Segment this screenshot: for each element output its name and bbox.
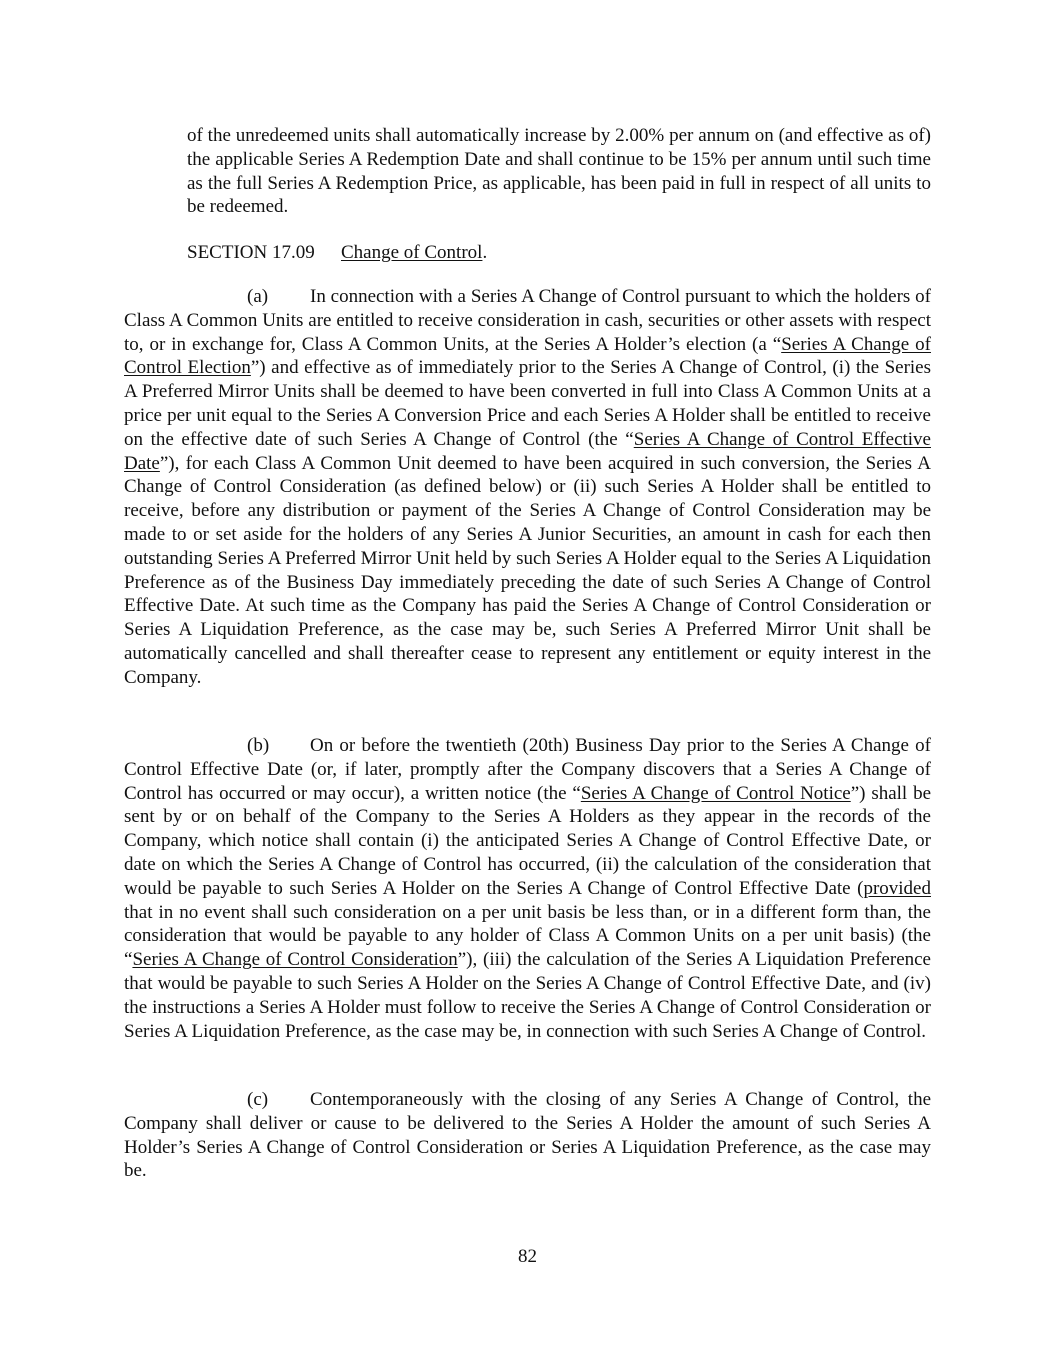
section-number: SECTION 17.09 [187, 242, 315, 263]
paragraph-b-text-1: On or before the twentieth (20th) Business Day prior to the Series A Change of Control Effective Date (or, if later, promptly after the Company discovers that a Series A Change of Control has occurred or may occur), a written notice (the “ [124, 735, 931, 804]
defined-term-change-of-control-election: Series A Change of Control Election [124, 333, 931, 379]
section-heading [187, 241, 931, 265]
paragraph-b-label: (b) [247, 735, 270, 756]
paragraph-a-text-2: ”) and effective as of immediately prior to the Series A Change of Control, (i) the Series A Preferred Mirror Units shall be deemed to have been converted in full into Class A Common Units at a price per unit equal to the Series A Conversion Price and each Series A Holder shall be entitled to receive on the effective date of such Series A Change of Control (the “ [124, 357, 931, 450]
defined-term-change-of-control-consideration: Series A Change of Control Consideration [132, 949, 458, 971]
defined-term-change-of-control-notice: Series A Change of Control Notice [580, 782, 851, 804]
paragraph-c-label: (c) [247, 1089, 269, 1110]
paragraph-b-text-2: ”) shall be sent by or on behalf of the Company to the Series A Holders as they appear in the records of the Company, which notice shall contain (i) the anticipated Series A Change of Control Effective Date, or date on which the Series A Change of Control has occurred, (ii) the calculation of the consideration that would be payable to such Series A Holder on the Series A Change of Control Effective Date ( [124, 782, 932, 899]
paragraph-b [124, 734, 931, 1043]
paragraph-b-text-3: that in no event shall such consideration on a per unit basis be less than, or in a different form than, the consideration that would be payable to any holder of Class A Common Units on a per unit basis) (the “ [124, 901, 931, 971]
paragraph-c [124, 1088, 931, 1183]
continuation-text: of the unredeemed units shall automatically increase by 2.00% per annum on (and effective as of) the applicable Series A Redemption Date and shall continue to be 15% per annum until such time as the full Series A Redemption Price, as applicable, has been paid in full in respect of all units to be redeemed. [187, 125, 931, 218]
term-provided: provided [863, 877, 931, 899]
paragraph-a-label: (a) [247, 286, 269, 307]
paragraph-a-text-1: In connection with a Series A Change of Control pursuant to which the holders of Class A Common Units are entitled to receive consideration in cash, securities or other assets with respect to, or in exchange for, Class A Common Units, at the Series A Holder’s election (a “ [124, 286, 931, 355]
section-title-suffix: . [482, 242, 488, 263]
paragraph-b-text-4: ”), (iii) the calculation of the Series A Liquidation Preference that would be payable to such Series A Holder on the Series A Change of Control Effective Date, and (iv) the instructions a Series A Holder must follow to receive the Series A Change of Control Consideration or Series A Liquidation Preference, as the case may be, in connection with such Series A Change of Control. [124, 949, 931, 1042]
section-title: Change of Control [341, 242, 483, 263]
paragraph-a-text-3: ”), for each Class A Common Unit deemed to have been acquired in such conversion, the Series A Change of Control Consideration (as defined below) or (ii) such Series A Holder shall be entitled to receive, before any distribution or payment of the Series A Change of Control Consideration may be made to or set aside for the holders of any Series A Junior Securities, an amount in cash for each then outstanding Series A Preferred Mirror Unit held by such Series A Holder equal to the Series A Liquidation Preference as of the Business Day immediately preceding the date of such Series A Change of Control Effective Date. At such time as the Company has paid the Series A Change of Control Consideration or Series A Liquidation Preference, as the case may be, such Series A Preferred Mirror Unit shall be automatically cancelled and shall thereafter cease to represent any entitlement or equity interest in the Company. [124, 452, 931, 688]
defined-term-change-of-control-effective-date: Series A Change of Control Effective Date [124, 428, 931, 474]
paragraph-c-text-1: Contemporaneously with the closing of any Series A Change of Control, the Company shall deliver or cause to be delivered to the Series A Holder the amount of such Series A Holder’s Series A Change of Control Consideration or Series A Liquidation Preference, as the case may be. [124, 1089, 931, 1182]
page-number: 82 [518, 1246, 537, 1267]
continuation-paragraph [187, 124, 931, 219]
paragraph-a [124, 285, 931, 690]
